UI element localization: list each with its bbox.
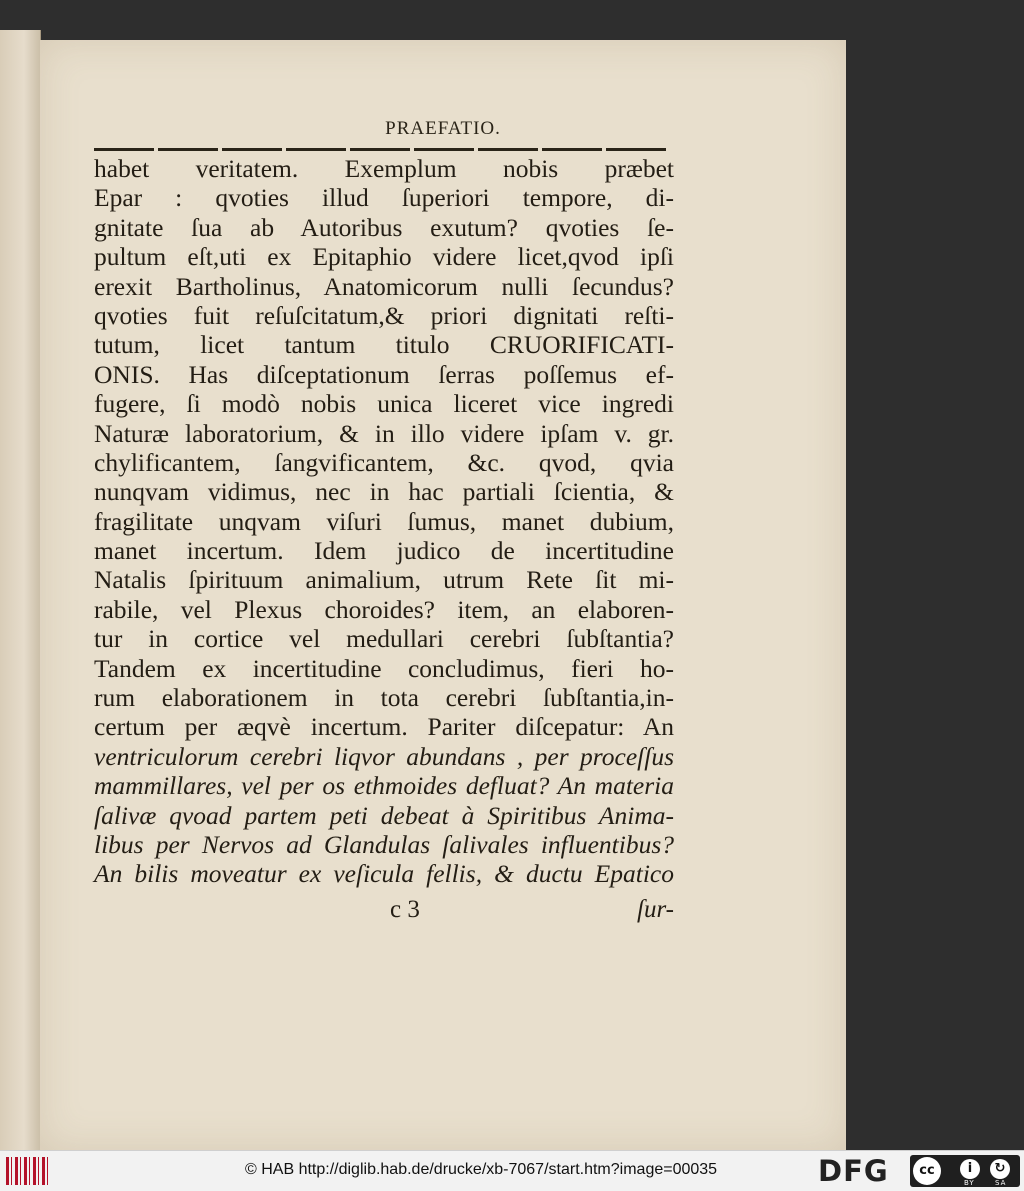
text-line: nunqvam vidimus, nec in hac partiali ſcientia, & xyxy=(94,477,674,507)
text-line: erexit Bartholinus, Anatomicorum nulli ſecundus? xyxy=(94,271,674,301)
cc-license-badge[interactable] xyxy=(910,1155,1020,1187)
by-label: BY xyxy=(964,1179,975,1187)
signature-mark: c 3 xyxy=(390,896,420,923)
left-page-edge xyxy=(0,30,41,1150)
text-line: pultum eſt,uti ex Epitaphio videre licet,qvod ipſi xyxy=(94,242,674,272)
text-line: ventriculorum cerebri liqvor abundans , per proceſſus xyxy=(94,741,674,771)
catchword: ſur- xyxy=(637,896,674,923)
text-line: Naturæ laboratorium, & in illo videre ipſam v. gr. xyxy=(94,418,674,448)
text-line: chylificantem, ſangvificantem, &c. qvod, qvia xyxy=(94,447,674,477)
text-line: fugere, ſi modò nobis unica liceret vice ingredi xyxy=(94,389,674,419)
text-line: rabile, vel Plexus choroides? item, an elaboren- xyxy=(94,594,674,624)
bottom-bar xyxy=(0,1150,1024,1191)
dfg-logo: DFG xyxy=(818,1154,889,1188)
text-line: qvoties fuit reſuſcitatum,& priori dignitati reſti- xyxy=(94,300,674,330)
cc-icon: cc xyxy=(913,1157,941,1185)
text-line: certum per æqvè incertum. Pariter diſcepatur: An xyxy=(94,712,674,742)
text-line: tutum, licet tantum titulo CRUORIFICATI- xyxy=(94,330,674,360)
source-link[interactable]: © HAB http://diglib.hab.de/drucke/xb-7067/start.htm?image=00035 xyxy=(245,1161,718,1178)
sa-label: SA xyxy=(995,1179,1007,1187)
text-line: fragilitate unqvam viſuri ſumus, manet dubium, xyxy=(94,506,674,536)
book-page xyxy=(40,40,846,1150)
body-text xyxy=(94,154,674,889)
text-line: habet veritatem. Exemplum nobis præbet xyxy=(94,154,674,183)
text-line: Tandem ex incertitudine concludimus, fieri ho- xyxy=(94,653,674,683)
text-line: rum elaborationem in tota cerebri ſubſtantia,in- xyxy=(94,683,674,713)
text-line: gnitate ſua ab Autoribus exutum? qvoties ſe- xyxy=(94,212,674,242)
text-line: libus per Nervos ad Glandulas ſalivales influentibus? xyxy=(94,829,674,859)
by-person-icon: i xyxy=(960,1159,980,1179)
text-line: manet incertum. Idem judico de incertitudine xyxy=(94,536,674,566)
share-alike-icon: ↻ xyxy=(990,1159,1010,1179)
text-line: Epar : qvoties illud ſuperiori tempore, di- xyxy=(94,183,674,213)
text-line: An bilis moveatur ex veſicula fellis, & ductu Epatico xyxy=(94,859,674,889)
hab-barcode-icon xyxy=(6,1157,48,1185)
text-line: ONIS. Has diſceptationum ſerras poſſemus ef- xyxy=(94,359,674,389)
text-line: tur in cortice vel medullari cerebri ſubſtantia? xyxy=(94,624,674,654)
header-rule xyxy=(94,148,667,151)
text-line: mammillares, vel per os ethmoides defluat? An materia xyxy=(94,771,674,801)
running-head: PRAEFATIO. xyxy=(385,118,501,139)
text-line: Natalis ſpirituum animalium, utrum Rete ſit mi- xyxy=(94,565,674,595)
text-line: ſalivæ qvoad partem peti debeat à Spiritibus Anima- xyxy=(94,800,674,830)
